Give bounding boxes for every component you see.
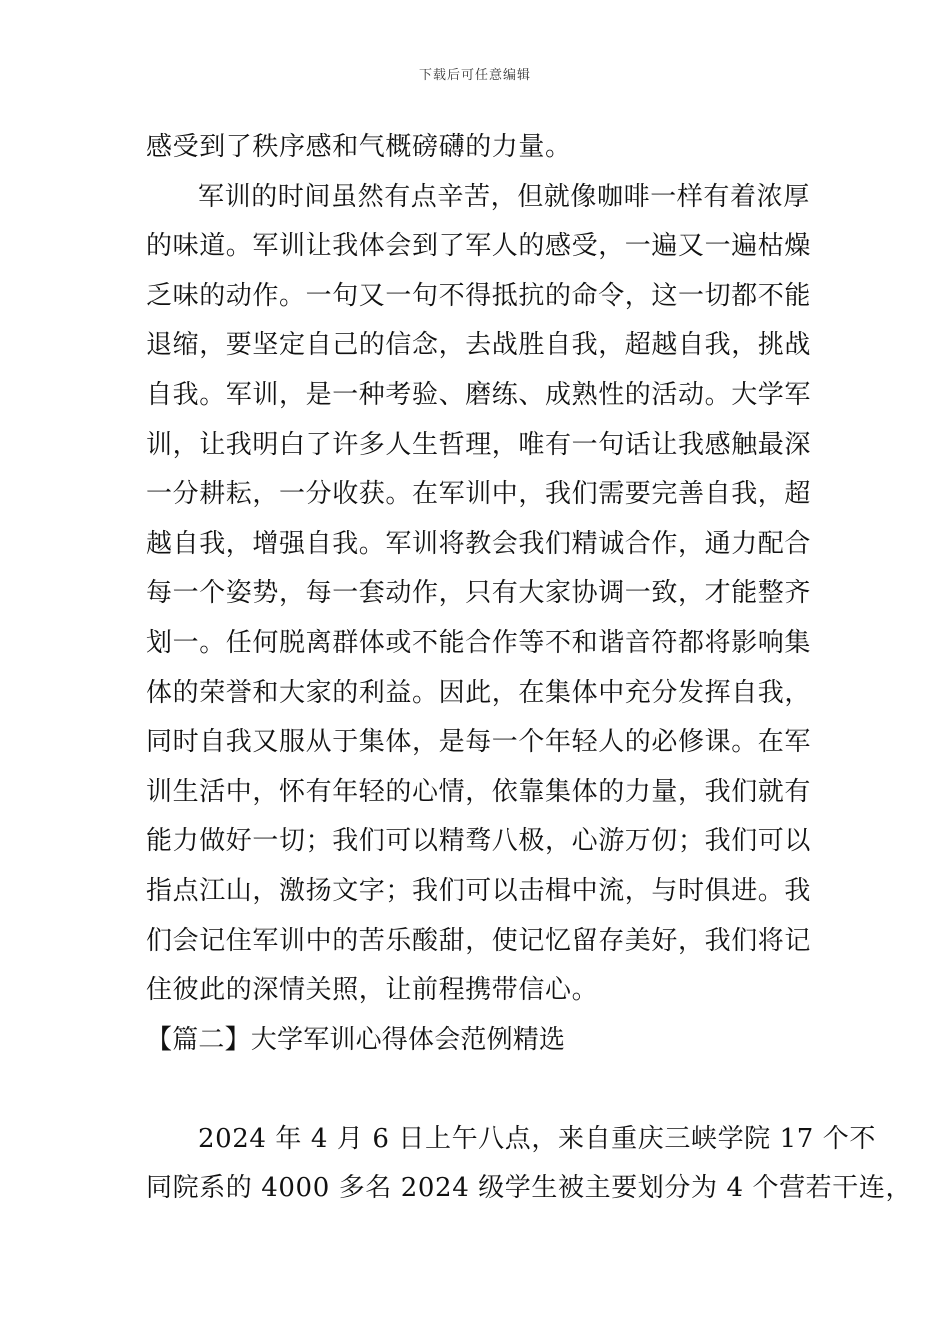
paragraph-line: 2024 年 4 月 6 日上午八点，来自重庆三峡学院 17 个不 [198,1123,876,1154]
paragraph-line: 感受到了秩序感和气概磅礴的力量。 [146,132,572,162]
paragraph-line: 越自我，增强自我。军训将教会我们精诚合作，通力配合 [146,528,812,559]
paragraph-line: 每一个姿势，每一套动作，只有大家协调一致，才能整齐 [146,578,812,609]
paragraph-line: 能力做好一切；我们可以精骛八极，心游万仞；我们可以 [146,826,812,857]
header-note: 下载后可任意编辑 [418,68,531,83]
paragraph-line: 体的荣誉和大家的利益。因此，在集体中充分发挥自我， [146,677,812,708]
paragraph-line: 们会记住军训中的苦乐酸甜，使记忆留存美好，我们将记 [146,925,812,956]
document-body [146,123,913,1214]
paragraph-line: 同时自我又服从于集体，是每一个年轻人的必修课。在军 [146,727,812,758]
section-heading: 【篇二】大学军训心得体会范例精选 [146,1024,566,1055]
paragraph-line: 住彼此的深情关照，让前程携带信心。 [146,975,599,1006]
paragraph-line: 一分耕耘，一分收获。在军训中，我们需要完善自我，超 [146,479,812,510]
paragraph-line: 军训的时间虽然有点辛苦，但就像咖啡一样有着浓厚 [198,181,810,212]
paragraph-line: 指点江山，激扬文字；我们可以击楫中流，与时俱进。我 [146,875,812,906]
paragraph-line: 退缩，要坚定自己的信念，去战胜自我，超越自我，挑战 [146,330,812,361]
paragraph-line: 训生活中，怀有年轻的心情，依靠集体的力量，我们就有 [146,776,812,807]
paragraph-line: 训，让我明白了许多人生哲理，唯有一句话让我感触最深 [146,429,812,460]
blank-line [146,1065,810,1115]
paragraph-line: 的味道。军训让我体会到了军人的感受，一遍又一遍枯燥 [146,231,812,262]
paragraph-line: 自我。军训，是一种考验、磨练、成熟性的活动。大学军 [146,379,812,410]
paragraph-line: 划一。任何脱离群体或不能合作等不和谐音符都将影响集 [146,627,812,658]
paragraph-line: 乏味的动作。一句又一句不得抵抗的命令，这一切都不能 [146,280,812,311]
paragraph-line: 同院系的 4000 多名 2024 级学生被主要划分为 4 个营若干连， [146,1173,913,1204]
